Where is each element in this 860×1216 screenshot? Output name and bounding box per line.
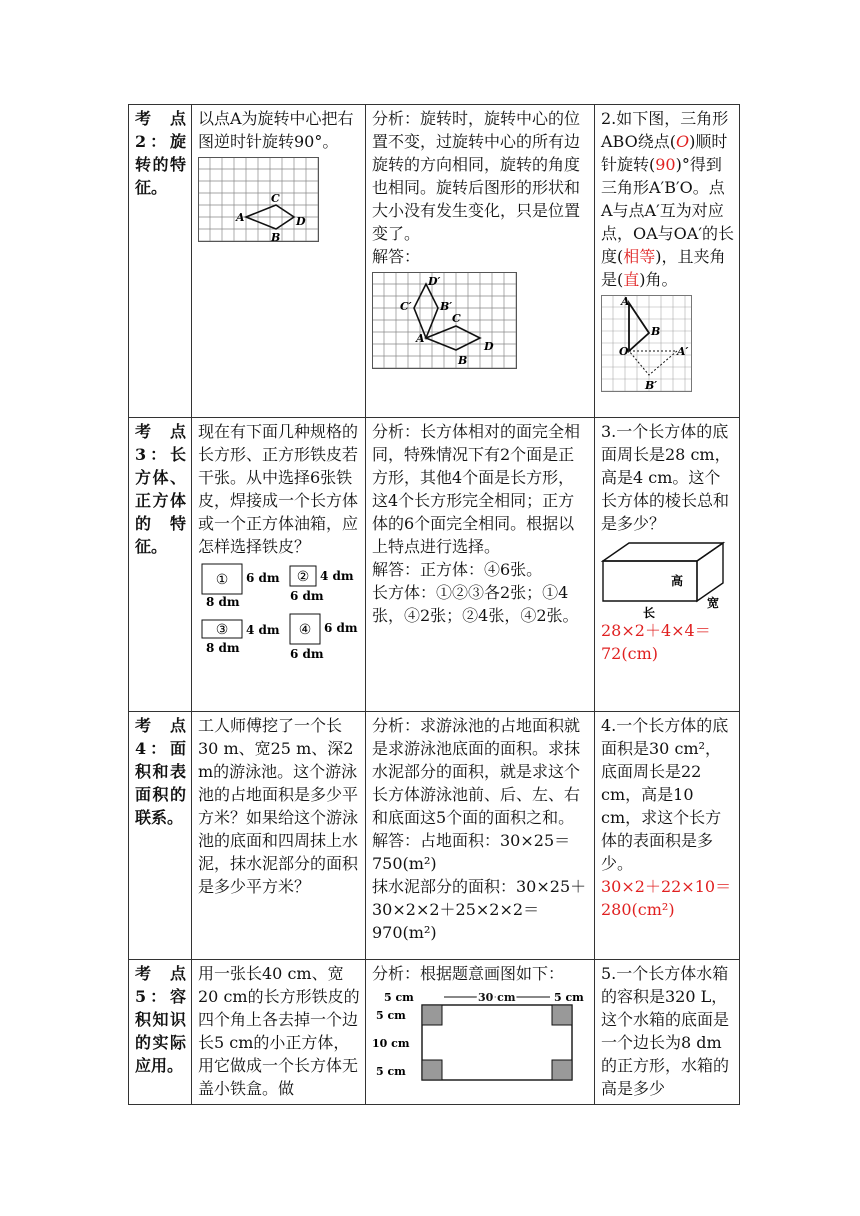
practice-cell: [595, 418, 740, 712]
example-text: 现在有下面几种规格的长方形、正方形铁皮若干张。从中选择6张铁皮，焊接成一个长方体或一个正方体油箱，应怎样选择铁皮？: [198, 422, 359, 556]
label-D: D: [296, 215, 306, 228]
practice-text: 3.一个长方体的底面周长是28 cm，高是4 cm。这个长方体的棱长总和是多少？: [601, 422, 731, 533]
label-A: A: [621, 295, 630, 308]
label-B: B: [651, 325, 661, 338]
example-cell: 工人师傅挖了一个长30 m、宽25 m、深2 m的游泳池。这个游泳池的占地面积是多少平方米？如果给这个游泳池的底面和四周抹上水泥，抹水泥部分的面积是多少平方米？: [192, 712, 366, 960]
analysis-cell: [366, 712, 595, 960]
sheet-side: 4 dm: [320, 569, 354, 583]
analysis-text: 分析：旋转时，旋转中心的位置不变，过旋转中心的所有边旋转的方向相同，旋转的角度也相同。旋转后图形的形状和大小没有发生变化，只是位置变了。: [372, 109, 581, 243]
label-D-prime: D′: [428, 275, 441, 288]
practice-part: )°得到三角形A′B′O。点A与点A′互为对应点，OA与OA′的长度(: [601, 155, 734, 266]
answer-text: 解答：占地面积：30×25＝750(m²): [372, 831, 571, 873]
sheet-num: ①: [215, 572, 229, 588]
sheet-bottom: 8 dm: [206, 595, 240, 609]
practice-text: 4.一个长方体的底面积是30 cm²，底面周长是22 cm，高是10 cm，求这个长方体的表面积是多少。: [601, 716, 729, 873]
practice-text: [601, 107, 734, 291]
iron-sheets-figure: [198, 562, 358, 662]
table-row: [129, 105, 740, 418]
topic-cell: 考 点2：旋转的特征。: [129, 105, 192, 418]
label-B: B: [458, 354, 468, 367]
example-text: 以点A为旋转中心把右图逆时针旋转90°。: [198, 109, 354, 151]
rotation-grid-figure: [372, 272, 518, 374]
example-cell: [192, 105, 366, 418]
answer-fill: 直: [623, 270, 640, 289]
answer-fill: O: [675, 132, 690, 151]
label-C-prime: C′: [400, 300, 412, 313]
knowledge-table: [128, 104, 740, 1105]
example-cell: [192, 418, 366, 712]
sheet-num: ②: [296, 569, 310, 585]
dim-top-mid: 30 cm: [478, 991, 516, 1004]
rhombus-grid-figure: [198, 157, 320, 245]
analysis-text: 分析：求游泳池的占地面积就是求游泳池底面的面积。求抹水泥部分的面积，就是求这个长方体游泳池前、后、左、右和底面这5个面的面积之和。: [372, 716, 581, 827]
practice-cell: 5.一个长方体水箱的容积是320 L，这个水箱的底面是一个边长为8 dm的正方形，水箱的高是多少: [595, 960, 740, 1105]
topic-cell: 考 点4：面积和表面积的联系。: [129, 712, 192, 960]
answer-text: 长方体：①②③各2张；①4张，④2张；②4张，④2张。: [372, 583, 579, 625]
practice-answer: 28×2＋4×4＝72(cm): [601, 621, 711, 663]
dim-left-mid: 10 cm: [372, 1037, 410, 1050]
practice-cell: [595, 105, 740, 418]
label-C: C: [452, 312, 461, 325]
dim-left-top: 5 cm: [376, 1009, 406, 1022]
sheet-num: ④: [298, 622, 312, 638]
table-row: [129, 712, 740, 960]
label-A: A: [236, 211, 245, 224]
practice-cell: [595, 712, 740, 960]
dim-left-bot: 5 cm: [376, 1065, 406, 1078]
table-row: [129, 960, 740, 1105]
sheet-side: 6 dm: [324, 621, 358, 635]
label-A: A: [416, 332, 425, 345]
sheet-bottom: 6 dm: [290, 589, 324, 603]
practice-part: )角。: [639, 270, 678, 289]
analysis-text: 分析：长方体相对的面完全相同，特殊情况下有2个面是正方形，其他4个面是长方形，这4个长方形完全相同；正方体的6个面完全相同。根据以上特点进行选择。: [372, 422, 581, 556]
practice-answer: 30×2＋22×10＝280(cm²): [601, 877, 732, 919]
answer-text: 解答：正方体：④6张。: [372, 560, 543, 579]
label-B: B: [271, 231, 281, 244]
label-B-prime: B′: [645, 379, 658, 392]
analysis-text: 分析：根据题意画图如下：: [372, 964, 565, 983]
dim-top-left: 5 cm: [384, 991, 414, 1004]
answer-label: 解答：: [372, 247, 421, 266]
sheet-num: ③: [215, 622, 229, 638]
label-width: 宽: [707, 596, 720, 610]
label-length: 长: [643, 606, 656, 619]
practice-part: )顺时针旋转(: [601, 132, 728, 174]
label-D: D: [484, 340, 494, 353]
triangle-rotation-figure: [601, 295, 693, 393]
table-row: [129, 418, 740, 712]
cut-corners-figure: [372, 989, 584, 1089]
sheet-side: 4 dm: [246, 623, 280, 637]
label-B-prime: B′: [440, 300, 453, 313]
dim-top-right: 5 cm: [554, 991, 584, 1004]
answer-fill: 90: [655, 155, 676, 174]
analysis-cell: [366, 960, 595, 1105]
topic-cell: 考 点3：长方体、正方体的特征。: [129, 418, 192, 712]
label-A-prime: A′: [677, 345, 689, 358]
label-height: 高: [671, 574, 684, 588]
analysis-cell: [366, 418, 595, 712]
answer-fill: 相等: [623, 247, 656, 266]
topic-cell: 考 点5：容积知识的实际应用。: [129, 960, 192, 1105]
practice-part: )，且夹角是(: [601, 247, 726, 289]
answer-text: 抹水泥部分的面积：30×25＋30×2×2＋25×2×2＝970(m²): [372, 877, 587, 942]
practice-part: 2.如下图，三角形ABO绕点(: [601, 109, 729, 151]
cuboid-figure: [601, 539, 731, 619]
label-O: O: [619, 345, 629, 358]
sheet-side: 6 dm: [246, 571, 280, 585]
sheet-bottom: 8 dm: [206, 641, 240, 655]
analysis-cell: [366, 105, 595, 418]
example-cell: 用一张长40 cm、宽20 cm的长方形铁皮的四个角上各去掉一个边长5 cm的小正方体，用它做成一个长方体无盖小铁盒。做: [192, 960, 366, 1105]
sheet-bottom: 6 dm: [290, 647, 324, 661]
label-C: C: [271, 192, 280, 205]
